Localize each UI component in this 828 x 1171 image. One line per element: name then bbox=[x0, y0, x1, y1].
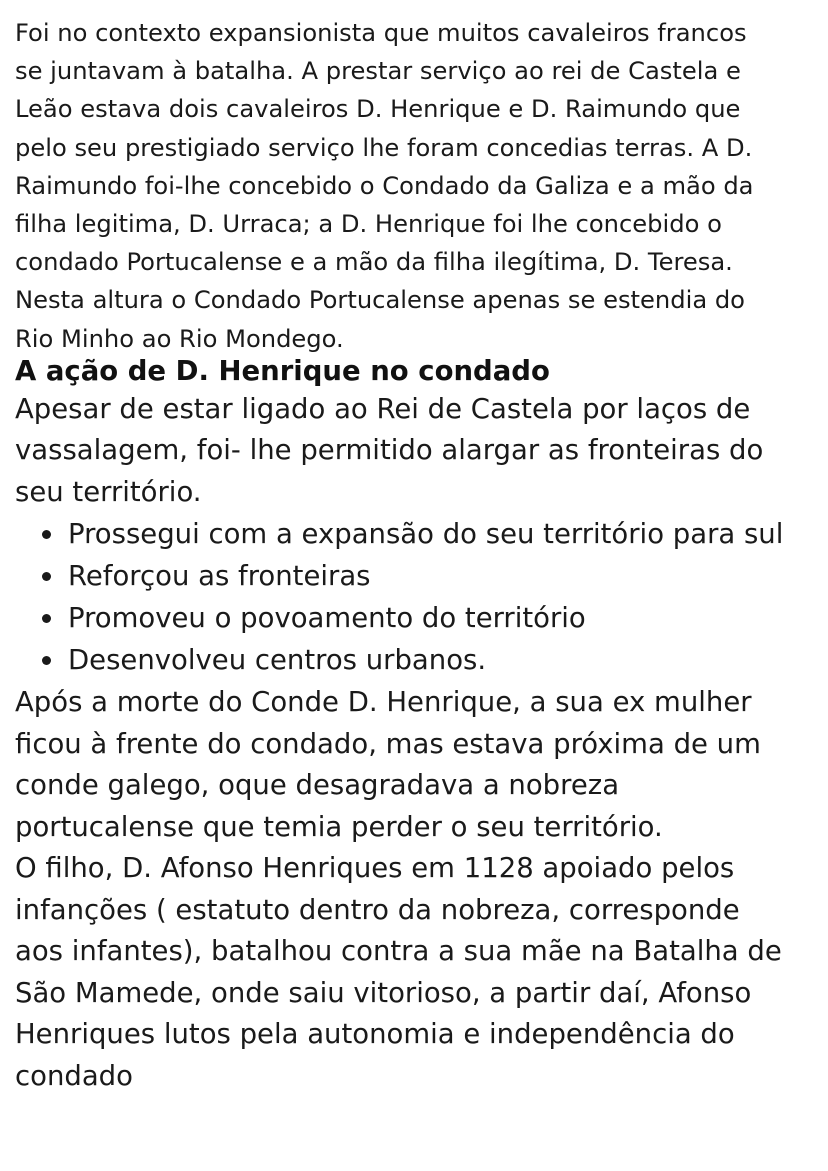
bullet-dot-icon bbox=[42, 572, 51, 581]
bullet-text: Prossegui com a expansão do seu território para sul bbox=[68, 518, 784, 551]
bullet-text: Reforçou as fronteiras bbox=[68, 560, 371, 593]
bullet-text: Promoveu o povoamento do território bbox=[68, 602, 586, 635]
bullet-dot-icon bbox=[42, 656, 51, 665]
bullet-text: Desenvolveu centros urbanos. bbox=[68, 644, 487, 677]
section-heading: A ação de D. Henrique no condado bbox=[15, 354, 550, 387]
section-paragraph-3: O filho, D. Afonso Henriques em 1128 apoiado pelos infanções ( estatuto dentro da nobreza, corresponde aos infantes), batalhou contra a sua mãe na Batalha de São Mamede, onde saiu vitorioso, a partir daí, Afonso Henriques lutos pela autonomia e independência do condado bbox=[15, 852, 782, 1092]
bullet-dot-icon bbox=[42, 530, 51, 539]
intro-paragraph: Foi no contexto expansionista que muitos cavaleiros francos se juntavam à batalha. A prestar serviço ao rei de Castela e Leão estava dois cavaleiros D. Henrique e D. Raimundo que pelo seu prestigiado serviço lhe foram concedias terras. A D. Raimundo foi-lhe concebido o Condado da Galiza e a mão da filha legitima, D. Urraca; a D. Henrique foi lhe concebido o condado Portucalense e a mão da filha ilegítima, D. Teresa. Nesta altura o Condado Portucalense apenas se estendia do Rio Minho ao Rio Mondego. bbox=[15, 19, 754, 353]
bullet-list bbox=[15, 513, 828, 681]
bullet-item bbox=[42, 639, 828, 681]
bullet-item bbox=[42, 513, 828, 555]
bullet-dot-icon bbox=[42, 614, 51, 623]
bullet-item bbox=[42, 597, 828, 639]
section-paragraph-1: Apesar de estar ligado ao Rei de Castela por laços de vassalagem, foi- lhe permitido alargar as fronteiras do seu território. bbox=[15, 392, 764, 508]
bullet-item bbox=[42, 555, 828, 597]
section-paragraph-2: Após a morte do Conde D. Henrique, a sua ex mulher ficou à frente do condado, mas estava próxima de um conde galego, oque desagradava a nobreza portucalense que temia perder o seu território. bbox=[15, 686, 761, 843]
